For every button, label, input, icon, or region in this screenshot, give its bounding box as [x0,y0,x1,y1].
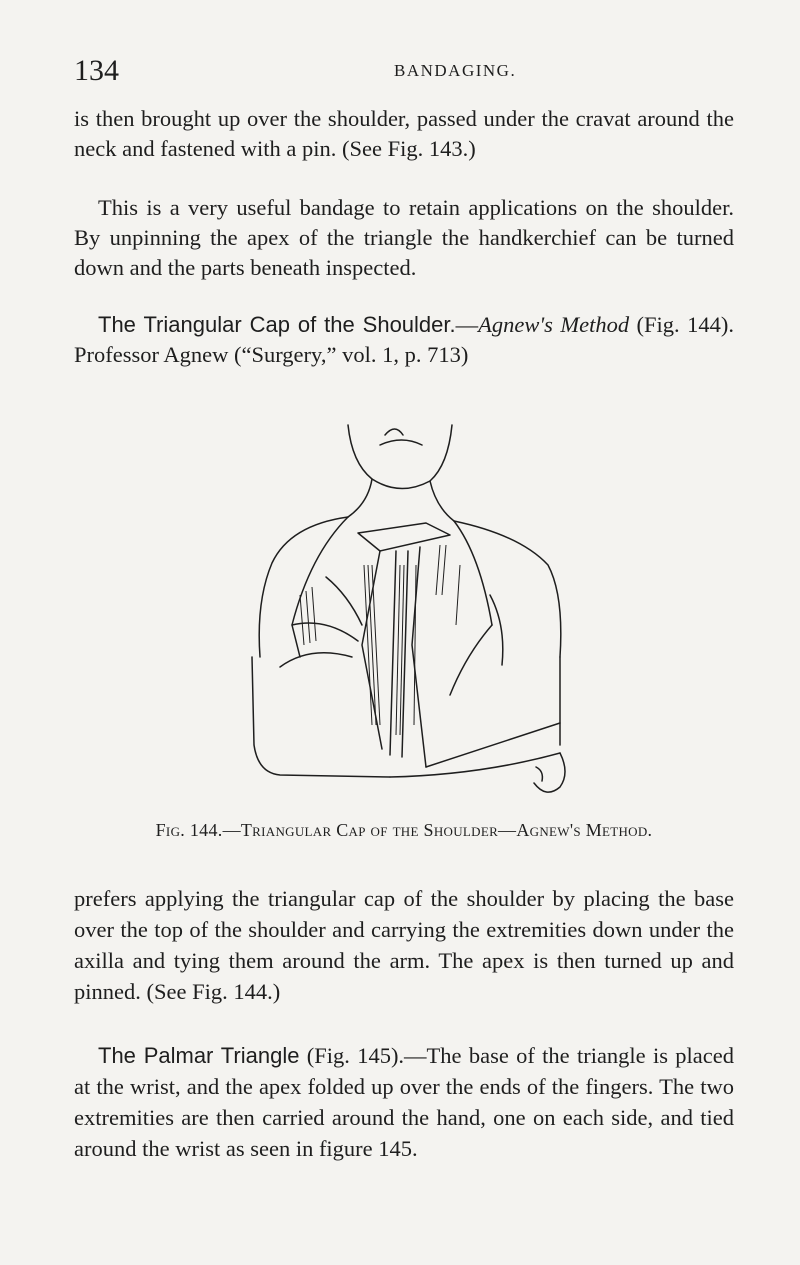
page-number: 134 [74,54,119,87]
triangular-cap-edge [292,517,348,657]
page-header [74,54,734,90]
section-heading-triangular-cap: The Triangular Cap of the Shoulder. [98,312,456,337]
mouth-lines [385,429,403,435]
caption-text: Triangular Cap of the Shoulder—Agnew's Method. [240,820,653,840]
hatching [300,545,460,735]
running-head: BANDAGING. [394,61,517,80]
figure-label: Fig. 144. [155,820,223,840]
section-heading-palmar-triangle: The Palmar Triangle [98,1043,300,1068]
paragraph-triangular-cap [74,310,734,370]
paragraph-useful-bandage: This is a very useful bandage to retain applications on the shoulder. By unpinning the apex of the triangle the handkerchief can be turned down and the parts beneath inspected. [74,195,734,280]
caption-dash: — [222,820,241,840]
forearm-upper [426,723,560,767]
neck-left [348,479,372,517]
neck-right [430,481,454,521]
method-name: Agnew's Method [478,312,630,337]
jaw-outline [348,425,452,489]
figure-illustration [230,395,570,820]
figure-caption [74,820,734,841]
cravat-knot [358,523,450,551]
paragraph-palmar-triangle [74,1040,734,1164]
paragraph-continuation: is then brought up over the shoulder, passed under the cravat around the neck and fastened with a pin. (See Fig. 143.) [74,106,734,161]
paragraph-text: (Fig. 144). Professor Agnew (“Surgery,” vol. 1, p. 713) [74,312,734,367]
sling-right-edge [412,547,426,767]
paragraph-text: (Fig. 145).—The base of the triangle is placed at the wrist, and the apex folded up over the ends of the fingers. The two extremities are then carried around the hand, one on each side, and tied around the wrist as seen in figure 145. [74,1043,734,1161]
right-shoulder [454,521,561,657]
heading-dash: — [455,312,479,337]
paragraph-agnew-method: prefers applying the triangular cap of the shoulder by placing the base over the top of the shoulder and carrying the extremities down under the axilla and tying them around the arm. The apex is then turned up and pinned. (See Fig. 144.) [74,886,734,1004]
forearm-lower [390,753,560,777]
